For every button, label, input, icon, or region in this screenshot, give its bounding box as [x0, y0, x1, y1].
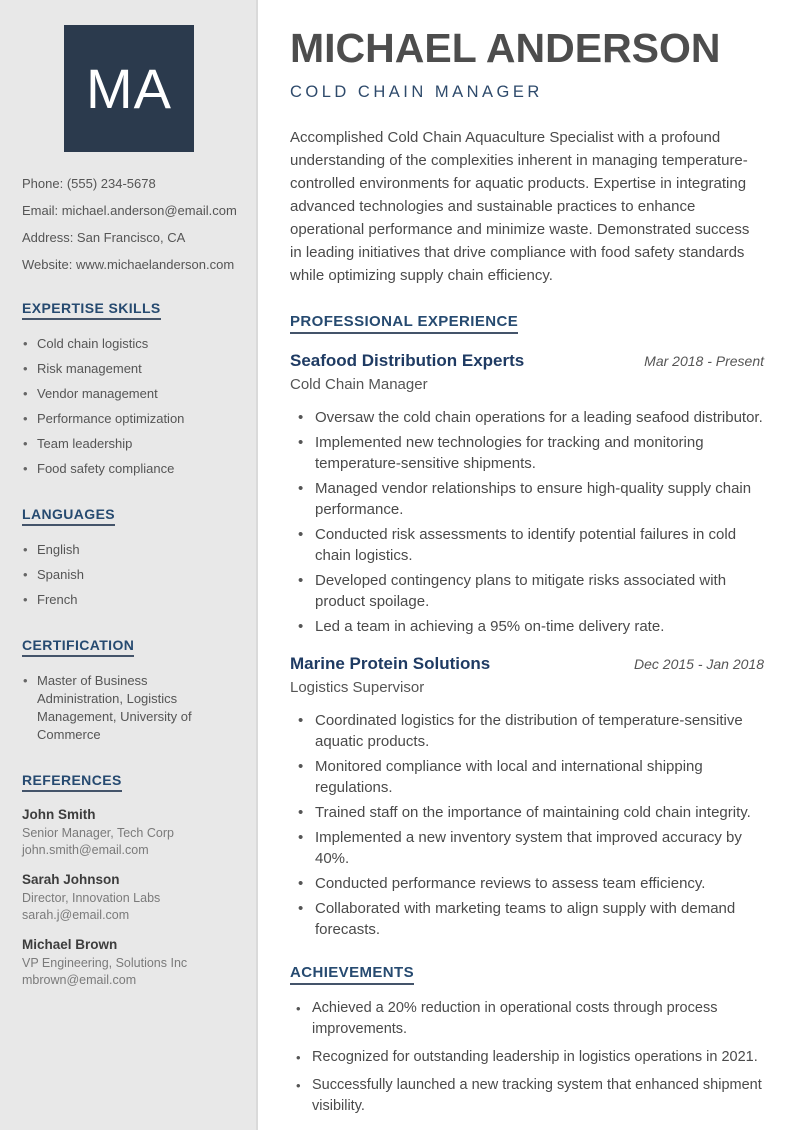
certification-section	[22, 637, 236, 744]
job-dates: Dec 2015 - Jan 2018	[634, 656, 764, 673]
certification-list	[22, 672, 236, 744]
references-heading: REFERENCES	[22, 772, 122, 792]
job-bullet: • Oversaw the cold chain operations for a leading seafood distributor.	[290, 407, 764, 428]
language-item: • Spanish	[22, 566, 236, 584]
skills-heading: EXPERTISE SKILLS	[22, 300, 161, 320]
reference-entry	[22, 937, 236, 989]
languages-list	[22, 541, 236, 609]
language-item: • English	[22, 541, 236, 559]
reference-entry	[22, 807, 236, 859]
achievement-item: • Successfully launched a new tracking system that enhanced shipment visibility.	[290, 1075, 764, 1117]
skill-item: • Cold chain logistics	[22, 335, 236, 353]
summary-paragraph: Accomplished Cold Chain Aquaculture Specialist with a profound understanding of the complexities inherent in managing temperature-controlled environments for aquatic products. Expertise in integrating advanced technologies and sustainable practices to enhance operational performance and minimize waste. Demonstrated success in leading initiatives that drive compliance with food safety standards while optimizing supply chain efficiency.	[290, 129, 750, 285]
job-bullet: • Trained staff on the importance of maintaining cold chain integrity.	[290, 802, 764, 823]
job-bullet: • Implemented a new inventory system that improved accuracy by 40%.	[290, 827, 764, 869]
monogram-box	[64, 25, 194, 152]
references-section	[22, 772, 236, 989]
languages-section	[22, 506, 236, 609]
reference-email: mbrown@email.com	[22, 973, 137, 987]
contact-info	[22, 176, 236, 272]
contact-website: Website: www.michaelanderson.com	[22, 257, 235, 272]
job-bullet: • Coordinated logistics for the distribution of temperature-sensitive aquatic products.	[290, 710, 764, 752]
job-bullet: • Monitored compliance with local and international shipping regulations.	[290, 756, 764, 798]
job-bullet: • Led a team in achieving a 95% on-time delivery rate.	[290, 616, 764, 637]
skill-item: • Vendor management	[22, 385, 236, 403]
skill-item: • Food safety compliance	[22, 460, 236, 478]
reference-entry	[22, 872, 236, 924]
reference-email: sarah.j@email.com	[22, 908, 130, 922]
job-bullet-list	[290, 407, 764, 637]
skill-item: • Risk management	[22, 360, 236, 378]
achievements-list	[290, 998, 764, 1117]
reference-role: VP Engineering, Solutions Inc	[22, 956, 188, 970]
reference-name: Michael Brown	[22, 937, 118, 952]
job-entry	[290, 654, 764, 940]
reference-name: Sarah Johnson	[22, 872, 120, 887]
job-role: Logistics Supervisor	[290, 679, 425, 697]
job-bullet-list	[290, 710, 764, 940]
skills-list	[22, 335, 236, 478]
certification-item: • Master of Business Administration, Logistics Management, University of Commerce	[22, 672, 236, 744]
job-bullet: • Conducted performance reviews to assess team efficiency.	[290, 873, 764, 894]
job-header	[290, 351, 764, 371]
monogram-text: MA	[86, 57, 172, 120]
job-bullet: • Implemented new technologies for tracking and monitoring temperature-sensitive shipments.	[290, 432, 764, 474]
candidate-title: COLD CHAIN MANAGER	[290, 83, 543, 102]
reference-role: Director, Innovation Labs	[22, 891, 161, 905]
achievements-section	[290, 964, 764, 1117]
reference-email: john.smith@email.com	[22, 843, 149, 857]
skill-item: • Performance optimization	[22, 410, 236, 428]
certification-heading: CERTIFICATION	[22, 637, 134, 657]
experience-section	[290, 313, 764, 940]
job-bullet: • Conducted risk assessments to identify potential failures in cold chain logistics.	[290, 524, 764, 566]
languages-heading: LANGUAGES	[22, 506, 115, 526]
company-name: Seafood Distribution Experts	[290, 351, 525, 371]
experience-heading: PROFESSIONAL EXPERIENCE	[290, 313, 518, 334]
company-name: Marine Protein Solutions	[290, 654, 491, 674]
sidebar	[0, 0, 258, 1130]
skills-section	[22, 300, 236, 478]
achievement-item: • Achieved a 20% reduction in operational costs through process improvements.	[290, 998, 764, 1040]
contact-email: Email: michael.anderson@email.com	[22, 203, 237, 218]
job-bullet: • Collaborated with marketing teams to align supply with demand forecasts.	[290, 898, 764, 940]
contact-phone: Phone: (555) 234-5678	[22, 176, 156, 191]
achievements-heading: ACHIEVEMENTS	[290, 964, 414, 985]
job-bullet: • Managed vendor relationships to ensure high-quality supply chain performance.	[290, 478, 764, 520]
job-dates: Mar 2018 - Present	[644, 353, 764, 370]
skill-item: • Team leadership	[22, 435, 236, 453]
job-header	[290, 654, 764, 674]
job-bullet: • Developed contingency plans to mitigate risks associated with product spoilage.	[290, 570, 764, 612]
contact-address: Address: San Francisco, CA	[22, 230, 186, 245]
main-content	[258, 0, 800, 1130]
reference-name: John Smith	[22, 807, 96, 822]
language-item: • French	[22, 591, 236, 609]
reference-role: Senior Manager, Tech Corp	[22, 826, 174, 840]
job-entry	[290, 351, 764, 637]
candidate-name: MICHAEL ANDERSON	[290, 25, 721, 71]
achievement-item: • Recognized for outstanding leadership in logistics operations in 2021.	[290, 1047, 764, 1068]
job-role: Cold Chain Manager	[290, 376, 428, 394]
